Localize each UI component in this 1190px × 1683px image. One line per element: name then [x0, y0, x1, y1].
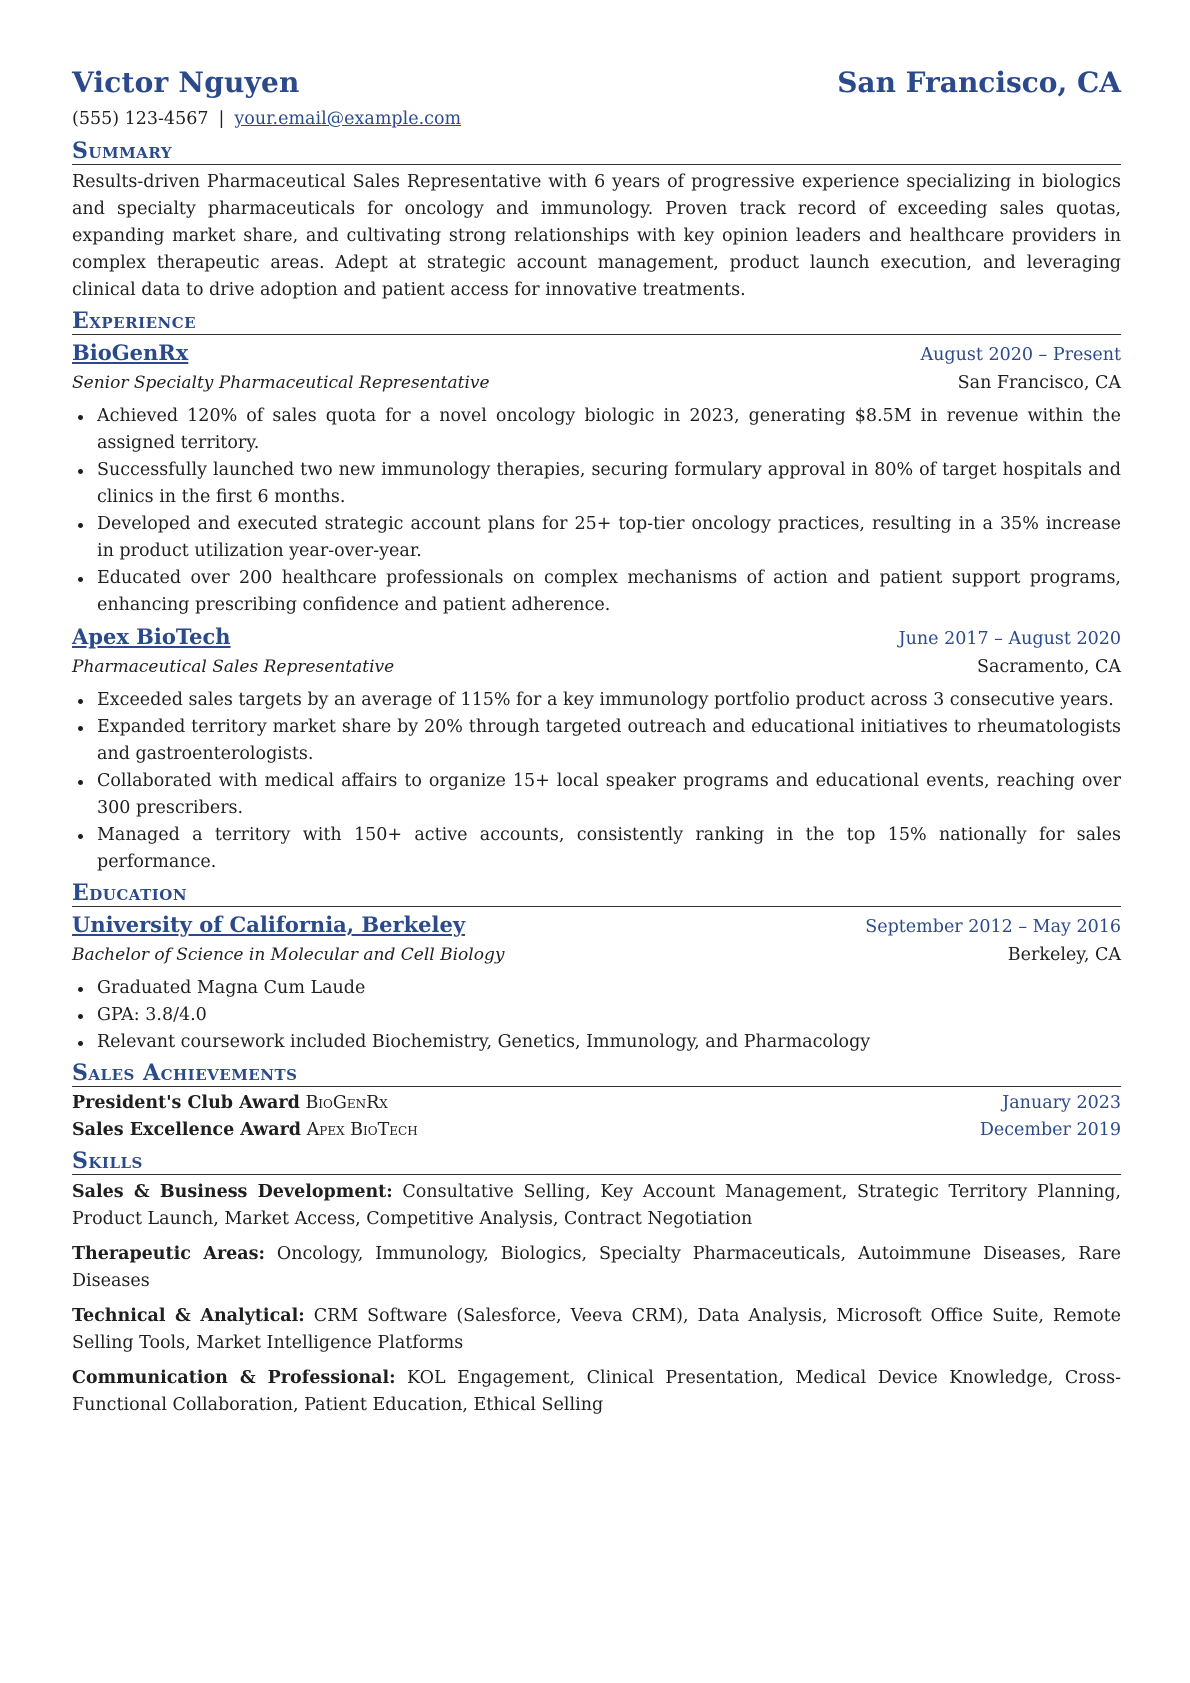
contact-line — [72, 108, 1121, 130]
skill-group — [72, 1303, 1121, 1357]
degree-name: Bachelor of Science in Molecular and Cell Biology — [72, 945, 505, 965]
bullet-item: Developed and executed strategic account plans for 25+ top-tier oncology practices, resulting in a 35% increase in product utilization year-over-year. — [72, 511, 1121, 565]
job-header — [72, 339, 1121, 369]
award-organization: BioGenRx — [305, 1093, 388, 1113]
section-title-experience: Experience — [72, 308, 1121, 335]
resume-content — [72, 58, 1121, 1419]
job-subheader — [72, 653, 1121, 681]
skill-group-label: Therapeutic Areas: — [72, 1244, 265, 1264]
summary-text: Results-driven Pharmaceutical Sales Representative with 6 years of progressive experience specializing in biologics and specialty pharmaceuticals for oncology and immunology. Proven track record of exceeding sales quotas, expanding market share, and cultivating strong relationships with key opinion leaders and healthcare providers in complex therapeutic areas. Adept at strategic account management, product launch execution, and leveraging clinical data to drive adoption and patient access for innovative treatments. — [72, 172, 1121, 300]
award-text — [72, 1117, 418, 1144]
education-subheader — [72, 941, 1121, 969]
skill-group-items: Oncology, Immunology, Biologics, Specialty Pharmaceuticals, Autoimmune Diseases, Rare Diseases — [72, 1244, 1121, 1291]
award-text — [72, 1090, 388, 1117]
job-role: Senior Specialty Pharmaceutical Representative — [72, 373, 490, 393]
bullet-item: Achieved 120% of sales quota for a novel oncology biologic in 2023, generating $8.5M in revenue within the assigned territory. — [72, 403, 1121, 457]
skill-group — [72, 1241, 1121, 1295]
skill-group — [72, 1179, 1121, 1233]
award-row — [72, 1117, 1121, 1144]
bullet-item: Expanded territory market share by 20% through targeted outreach and educational initiatives to rheumatologists and gastroenterologists. — [72, 714, 1121, 768]
award-organization: Apex BioTech — [306, 1120, 418, 1140]
award-title: President's Club Award — [72, 1093, 300, 1113]
skill-group-label: Technical & Analytical: — [72, 1306, 305, 1326]
email-link[interactable]: your.email@example.com — [234, 109, 462, 129]
award-date: December 2019 — [979, 1120, 1121, 1140]
award-row — [72, 1090, 1121, 1117]
contact-separator: | — [218, 109, 225, 129]
bullet-item: Exceeded sales targets by an average of 115% for a key immunology portfolio product across 3 consecutive years. — [72, 687, 1121, 714]
skill-group-items: KOL Engagement, Clinical Presentation, Medical Device Knowledge, Cross-Functional Collaboration, Patient Education, Ethical Selling — [72, 1368, 1121, 1415]
award-title: Sales Excellence Award — [72, 1120, 302, 1140]
education-entry — [72, 911, 1121, 1056]
job-dates: June 2017 – August 2020 — [898, 629, 1121, 649]
bullet-item: Educated over 200 healthcare professionals on complex mechanisms of action and patient support programs, enhancing prescribing confidence and patient adherence. — [72, 565, 1121, 619]
job-entry — [72, 623, 1121, 876]
company-name-link[interactable]: Apex BioTech — [72, 624, 231, 649]
job-location: San Francisco, CA — [957, 373, 1121, 393]
bullet-item: GPA: 3.8/4.0 — [72, 1002, 1121, 1029]
awards-list — [72, 1090, 1121, 1144]
education-bullets — [72, 975, 1121, 1056]
bullet-item: Managed a territory with 150+ active accounts, consistently ranking in the top 15% nationally for sales performance. — [72, 822, 1121, 876]
skill-group — [72, 1365, 1121, 1419]
resume-header — [72, 58, 1121, 108]
bullet-item: Relevant coursework included Biochemistry, Genetics, Immunology, and Pharmacology — [72, 1029, 1121, 1056]
education-dates: September 2012 – May 2016 — [865, 917, 1121, 937]
section-title-summary: Summary — [72, 138, 1121, 165]
candidate-name: Victor Nguyen — [72, 66, 300, 99]
job-bullets — [72, 687, 1121, 876]
school-name-link[interactable]: University of California, Berkeley — [72, 912, 466, 937]
candidate-location: San Francisco, CA — [837, 66, 1121, 99]
job-dates: August 2020 – Present — [920, 345, 1121, 365]
job-bullets — [72, 403, 1121, 619]
education-header — [72, 911, 1121, 941]
education-location: Berkeley, CA — [1007, 945, 1121, 965]
bullet-item: Successfully launched two new immunology therapies, securing formulary approval in 80% of target hospitals and clinics in the first 6 months. — [72, 457, 1121, 511]
bullet-item: Collaborated with medical affairs to organize 15+ local speaker programs and educational events, reaching over 300 prescribers. — [72, 768, 1121, 822]
job-header — [72, 623, 1121, 653]
bullet-item: Graduated Magna Cum Laude — [72, 975, 1121, 1002]
company-name-link[interactable]: BioGenRx — [72, 340, 189, 365]
job-entry — [72, 339, 1121, 619]
skill-group-label: Sales & Business Development: — [72, 1182, 393, 1202]
section-title-skills: Skills — [72, 1148, 1121, 1175]
award-date: January 2023 — [1002, 1093, 1121, 1113]
job-location: Sacramento, CA — [977, 657, 1121, 677]
job-role: Pharmaceutical Sales Representative — [72, 657, 395, 677]
section-title-achievements: Sales Achievements — [72, 1060, 1121, 1087]
skill-group-label: Communication & Professional: — [72, 1368, 396, 1388]
skill-group-items: CRM Software (Salesforce, Veeva CRM), Data Analysis, Microsoft Office Suite, Remote Selling Tools, Market Intelligence Platforms — [72, 1306, 1121, 1353]
skill-group-items: Consultative Selling, Key Account Management, Strategic Territory Planning, Product Launch, Market Access, Competitive Analysis, Contract Negotiation — [72, 1182, 1121, 1229]
phone-number: (555) 123-4567 — [72, 109, 209, 129]
section-title-education: Education — [72, 880, 1121, 907]
job-subheader — [72, 369, 1121, 397]
